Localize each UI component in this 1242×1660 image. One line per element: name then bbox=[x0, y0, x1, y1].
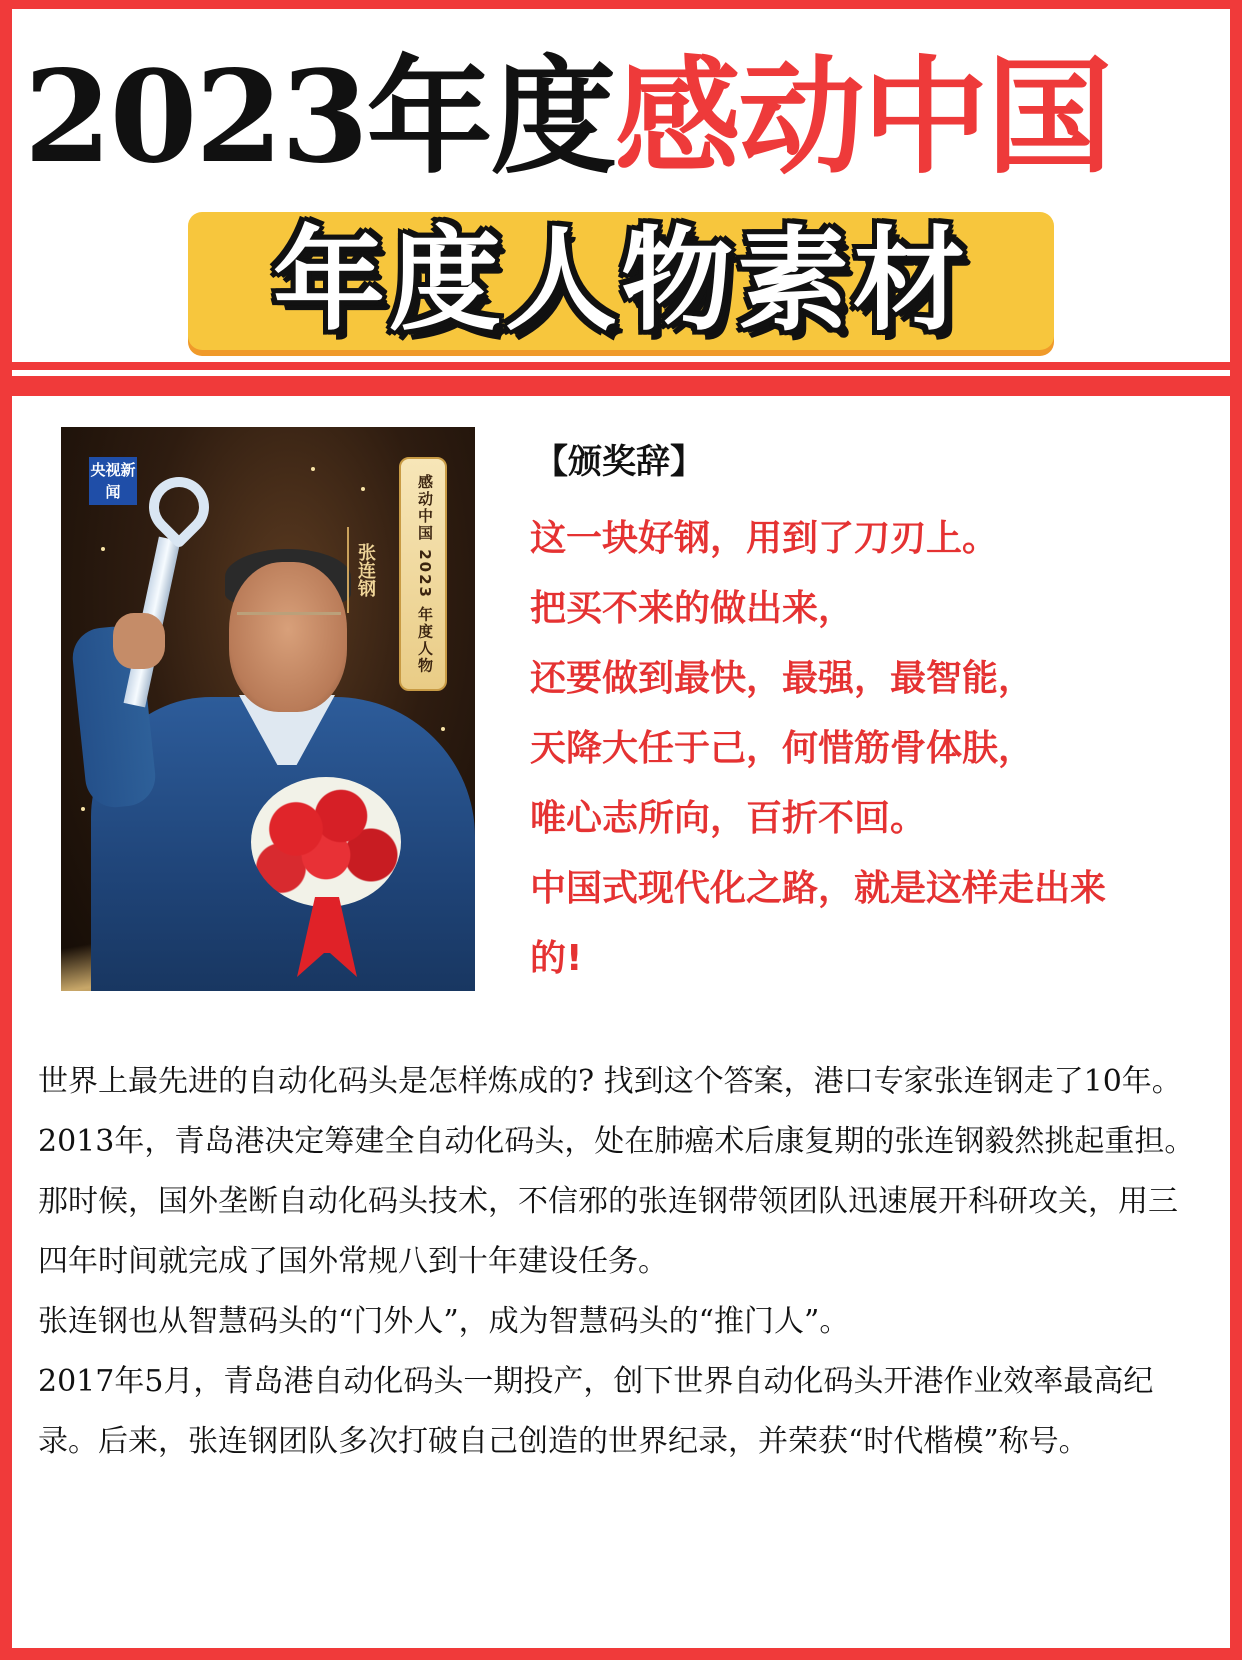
honoree-photo bbox=[61, 427, 475, 991]
title-highlight: 感动中国 bbox=[614, 43, 1111, 191]
story-body bbox=[38, 1052, 1204, 1472]
award-line: 把买不来的做出来， bbox=[530, 588, 855, 629]
award-line: 中国式现代化之路，就是这样走出来 bbox=[530, 868, 1107, 909]
award-speech-label: 【颁奖辞】 bbox=[534, 442, 704, 482]
award-line: 天降大任于己，何惜筋骨体肤， bbox=[530, 728, 1035, 769]
glasses-icon bbox=[237, 612, 341, 637]
header-divider-thick bbox=[12, 376, 1230, 396]
honoree-name-tag: 张连钢 bbox=[347, 527, 381, 613]
story-paragraph: 2017年5月，青岛港自动化码头一期投产，创下世界自动化码头开港作业效率最高纪录。后来，张连钢团队多次打破自己创造的世界纪录，并荣获“时代楷模”称号。 bbox=[38, 1364, 1154, 1459]
title-year: 2023年度 bbox=[24, 43, 615, 191]
subtitle-text: 年度人物素材 bbox=[273, 216, 969, 346]
award-line: 这一块好钢，用到了刀刃上。 bbox=[530, 518, 999, 559]
story-paragraph: 世界上最先进的自动化码头是怎样炼成的? 找到这个答案，港口专家张连钢走了10年。 bbox=[38, 1064, 1182, 1099]
award-line: 的! bbox=[530, 938, 583, 979]
cctv-news-logo: 央视新闻 bbox=[89, 457, 137, 505]
hand bbox=[113, 613, 165, 669]
story-paragraph: 2013年，青岛港决定筹建全自动化码头，处在肺癌术后康复期的张连钢毅然挑起重担。那时候，国外垄断自动化码头技术，不信邪的张连钢带领团队迅速展开科研攻关，用三四年时间就完成了国外常规八到十年建设任务。 bbox=[38, 1124, 1195, 1279]
subtitle-banner bbox=[188, 212, 1054, 350]
page-title bbox=[24, 42, 1218, 192]
story-paragraph: 张连钢也从智慧码头的“门外人”，成为智慧码头的“推门人”。 bbox=[38, 1304, 850, 1339]
award-line: 唯心志所向，百折不回。 bbox=[530, 798, 927, 839]
face bbox=[229, 562, 347, 712]
trophy-heart-icon bbox=[137, 465, 222, 550]
header-divider-thin bbox=[12, 362, 1230, 370]
award-scroll-banner: 感动中国 2023 年度人物 bbox=[399, 457, 447, 691]
award-speech bbox=[530, 504, 1210, 994]
award-line: 还要做到最快，最强，最智能， bbox=[530, 658, 1035, 699]
flower-bouquet bbox=[251, 777, 401, 907]
